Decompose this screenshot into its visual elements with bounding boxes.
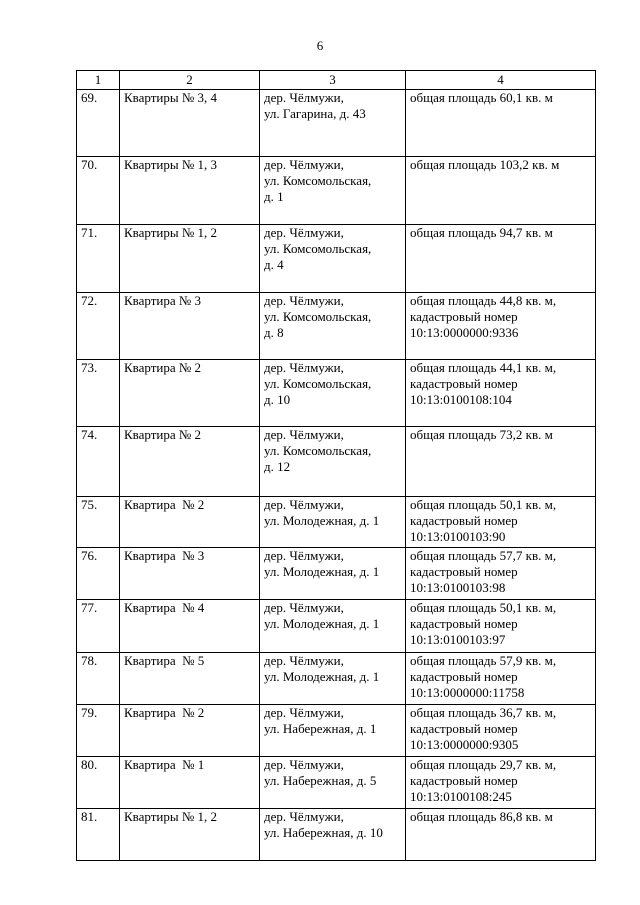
address-line: дер. Чёлмужи,	[264, 90, 344, 105]
description-line: общая площадь 36,7 кв. м,	[410, 705, 557, 720]
address-line: ул. Молодежная, д. 1	[264, 669, 380, 684]
address-line: ул. Набережная, д. 1	[264, 721, 377, 736]
page-number: 6	[316, 38, 324, 53]
table-row	[77, 705, 596, 757]
row-number: 71.	[77, 225, 120, 293]
object-name	[120, 548, 260, 600]
description-line: общая площадь 73,2 кв. м	[410, 427, 553, 442]
address-line: дер. Чёлмужи,	[264, 427, 344, 442]
description-line: 10:13:0000000:11758	[410, 685, 525, 700]
object-name-text: Квартира № 3	[124, 293, 202, 308]
object-name	[120, 427, 260, 497]
description-line: общая площадь 44,8 кв. м,	[410, 293, 557, 308]
object-description	[406, 293, 596, 360]
address-line: ул. Молодежная, д. 1	[264, 616, 380, 631]
table-row	[77, 497, 596, 548]
description-line: общая площадь 29,7 кв. м,	[410, 757, 557, 772]
column-header-3: 3	[260, 71, 406, 90]
object-description	[406, 360, 596, 427]
description-line: кадастровый номер	[410, 669, 518, 684]
object-name	[120, 157, 260, 225]
column-header-1: 1	[77, 71, 120, 90]
object-name-text: Квартиры № 1, 2	[124, 225, 218, 240]
description-line: общая площадь 57,7 кв. м,	[410, 548, 557, 563]
object-description	[406, 548, 596, 600]
address-line: д. 4	[264, 257, 284, 272]
row-number: 80.	[77, 757, 120, 809]
address-line: д. 12	[264, 459, 291, 474]
address-line: ул. Комсомольская,	[264, 443, 372, 458]
object-description	[406, 705, 596, 757]
address-line: ул. Комсомольская,	[264, 309, 372, 324]
description-line: 10:13:0100103:98	[410, 580, 506, 595]
object-name	[120, 90, 260, 157]
table-row	[77, 360, 596, 427]
description-line: кадастровый номер	[410, 773, 518, 788]
address-line: ул. Комсомольская,	[264, 173, 372, 188]
table-row	[77, 600, 596, 653]
description-line: кадастровый номер	[410, 616, 518, 631]
row-number: 72.	[77, 293, 120, 360]
row-number: 75.	[77, 497, 120, 548]
object-name-text: Квартиры № 3, 4	[124, 90, 218, 105]
description-line: общая площадь 50,1 кв. м,	[410, 600, 557, 615]
address-line: ул. Гагарина, д. 43	[264, 106, 366, 121]
address-line: ул. Комсомольская,	[264, 376, 372, 391]
table-row	[77, 548, 596, 600]
object-name-text: Квартира № 1	[124, 757, 205, 772]
object-name-text: Квартира № 2	[124, 497, 205, 512]
table-row	[77, 157, 596, 225]
object-address	[260, 548, 406, 600]
table-row	[77, 653, 596, 705]
address-line: д. 10	[264, 392, 291, 407]
row-number: 73.	[77, 360, 120, 427]
description-line: кадастровый номер	[410, 564, 518, 579]
object-name-text: Квартира № 5	[124, 653, 205, 668]
object-address	[260, 90, 406, 157]
description-line: 10:13:0000000:9305	[410, 737, 519, 752]
address-line: дер. Чёлмужи,	[264, 757, 344, 772]
address-line: д. 8	[264, 325, 284, 340]
object-name	[120, 653, 260, 705]
object-name-text: Квартира № 2	[124, 705, 205, 720]
object-address	[260, 653, 406, 705]
object-name-text: Квартира № 3	[124, 548, 205, 563]
address-line: дер. Чёлмужи,	[264, 600, 344, 615]
table-header-row	[77, 71, 596, 90]
description-line: общая площадь 57,9 кв. м,	[410, 653, 557, 668]
description-line: кадастровый номер	[410, 513, 518, 528]
address-line: ул. Молодежная, д. 1	[264, 513, 380, 528]
object-name-text: Квартиры № 1, 2	[124, 809, 218, 824]
description-line: общая площадь 60,1 кв. м	[410, 90, 553, 105]
address-line: дер. Чёлмужи,	[264, 809, 344, 824]
object-description	[406, 427, 596, 497]
object-address	[260, 809, 406, 861]
object-address	[260, 225, 406, 293]
column-header-4: 4	[406, 71, 596, 90]
description-line: 10:13:0100108:104	[410, 392, 512, 407]
description-line: 10:13:0000000:9336	[410, 325, 519, 340]
object-name	[120, 600, 260, 653]
object-address	[260, 427, 406, 497]
object-name	[120, 757, 260, 809]
object-description	[406, 653, 596, 705]
row-number: 78.	[77, 653, 120, 705]
table-row	[77, 293, 596, 360]
description-line: кадастровый номер	[410, 721, 518, 736]
object-name	[120, 225, 260, 293]
object-name-text: Квартира № 2	[124, 360, 202, 375]
description-line: 10:13:0100108:245	[410, 789, 512, 804]
row-number: 79.	[77, 705, 120, 757]
address-line: ул. Комсомольская,	[264, 241, 372, 256]
object-name	[120, 705, 260, 757]
object-address	[260, 705, 406, 757]
address-line: дер. Чёлмужи,	[264, 548, 344, 563]
property-table	[76, 70, 596, 861]
object-name	[120, 360, 260, 427]
row-number: 74.	[77, 427, 120, 497]
address-line: дер. Чёлмужи,	[264, 293, 344, 308]
object-description	[406, 90, 596, 157]
address-line: ул. Молодежная, д. 1	[264, 564, 380, 579]
object-address	[260, 360, 406, 427]
object-name	[120, 497, 260, 548]
object-name-text: Квартира № 4	[124, 600, 205, 615]
address-line: ул. Набережная, д. 10	[264, 825, 383, 840]
object-name-text: Квартиры № 1, 3	[124, 157, 218, 172]
object-address	[260, 497, 406, 548]
object-address	[260, 600, 406, 653]
row-number: 77.	[77, 600, 120, 653]
object-name-text: Квартира № 2	[124, 427, 202, 442]
address-line: дер. Чёлмужи,	[264, 225, 344, 240]
row-number: 70.	[77, 157, 120, 225]
object-address	[260, 157, 406, 225]
row-number: 76.	[77, 548, 120, 600]
table-row	[77, 757, 596, 809]
object-description	[406, 809, 596, 861]
address-line: дер. Чёлмужи,	[264, 360, 344, 375]
description-line: кадастровый номер	[410, 309, 518, 324]
address-line: дер. Чёлмужи,	[264, 497, 344, 512]
address-line: дер. Чёлмужи,	[264, 705, 344, 720]
object-description	[406, 757, 596, 809]
address-line: дер. Чёлмужи,	[264, 157, 344, 172]
description-line: общая площадь 94,7 кв. м	[410, 225, 553, 240]
object-description	[406, 225, 596, 293]
address-line: ул. Набережная, д. 5	[264, 773, 377, 788]
object-name	[120, 293, 260, 360]
row-number: 81.	[77, 809, 120, 861]
object-address	[260, 757, 406, 809]
address-line: д. 1	[264, 189, 284, 204]
table-body	[77, 90, 596, 861]
description-line: 10:13:0100103:97	[410, 632, 506, 647]
object-description	[406, 600, 596, 653]
table-row	[77, 809, 596, 861]
table-row	[77, 90, 596, 157]
object-address	[260, 293, 406, 360]
row-number: 69.	[77, 90, 120, 157]
description-line: общая площадь 103,2 кв. м	[410, 157, 560, 172]
object-description	[406, 157, 596, 225]
description-line: общая площадь 44,1 кв. м,	[410, 360, 557, 375]
address-line: дер. Чёлмужи,	[264, 653, 344, 668]
table-row	[77, 427, 596, 497]
object-description	[406, 497, 596, 548]
description-line: общая площадь 50,1 кв. м,	[410, 497, 557, 512]
description-line: общая площадь 86,8 кв. м	[410, 809, 553, 824]
table-row	[77, 225, 596, 293]
column-header-2: 2	[120, 71, 260, 90]
object-name	[120, 809, 260, 861]
description-line: кадастровый номер	[410, 376, 518, 391]
description-line: 10:13:0100103:90	[410, 529, 506, 544]
